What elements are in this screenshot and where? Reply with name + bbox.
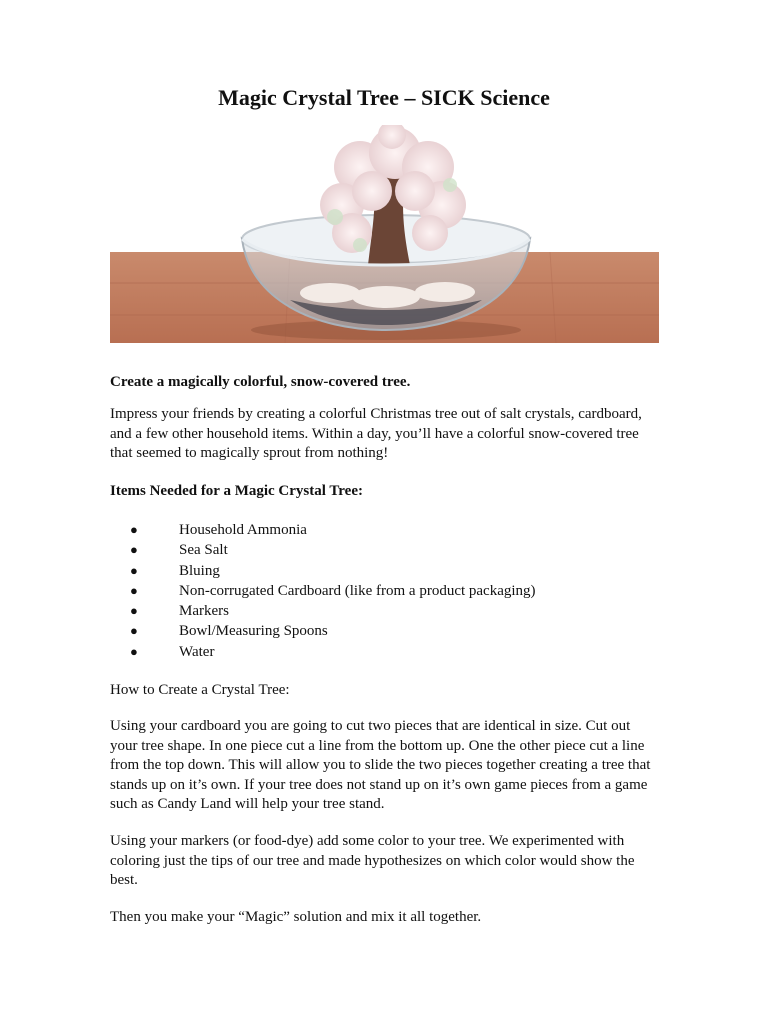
bullet-icon: ● (130, 582, 138, 598)
howto-heading: How to Create a Crystal Tree: (110, 682, 290, 698)
subtitle: Create a magically colorful, snow-covered tree. (110, 374, 411, 390)
list-item: ● Bluing (110, 561, 658, 581)
document-title: Magic Crystal Tree – SICK Science (218, 85, 550, 110)
bullet-icon: ● (130, 603, 138, 619)
paragraph-solution: Then you make your “Magic” solution and mix it all together. (110, 909, 482, 925)
bullet-icon: ● (130, 643, 138, 659)
items-heading: Items Needed for a Magic Crystal Tree: (110, 483, 363, 499)
list-item: ● Non-corrugated Cardboard (like from a product packaging) (110, 581, 658, 601)
paragraph-cardboard: Using your cardboard you are going to cut two pieces that are identical in size. Cut out your tree shape. In one piece cut a line from the bottom up. One the other piece cut a line from the top down. This will allow you to slide the two pieces together creating a tree that stands up on it’s own. If your tree does not stand up on it’s own game pieces from a game such as Candy Land will help your tree stand. (110, 718, 651, 812)
bullet-icon: ● (130, 562, 138, 578)
paragraph-coloring: Using your markers (or food-dye) add some color to your tree. We experimented with coloring just the tips of our tree and made hypothesizes on which color would show the best. (110, 833, 635, 888)
list-item: ● Household Ammonia (110, 520, 658, 540)
list-item: ● Water (110, 642, 658, 662)
bullet-icon: ● (130, 623, 138, 639)
bullet-icon: ● (130, 522, 138, 537)
list-item: ● Markers (110, 601, 658, 621)
items-list (110, 520, 658, 662)
list-item: ● Sea Salt (110, 540, 658, 560)
list-item: ● Bowl/Measuring Spoons (110, 621, 658, 641)
crystal-tree-photo (110, 125, 659, 343)
bullet-icon: ● (130, 542, 138, 558)
intro-paragraph: Impress your friends by creating a colorful Christmas tree out of salt crystals, cardboard, and a few other household items. Within a day, you’ll have a colorful snow-covered tree that seemed to magically sprout from nothing! (110, 406, 642, 461)
